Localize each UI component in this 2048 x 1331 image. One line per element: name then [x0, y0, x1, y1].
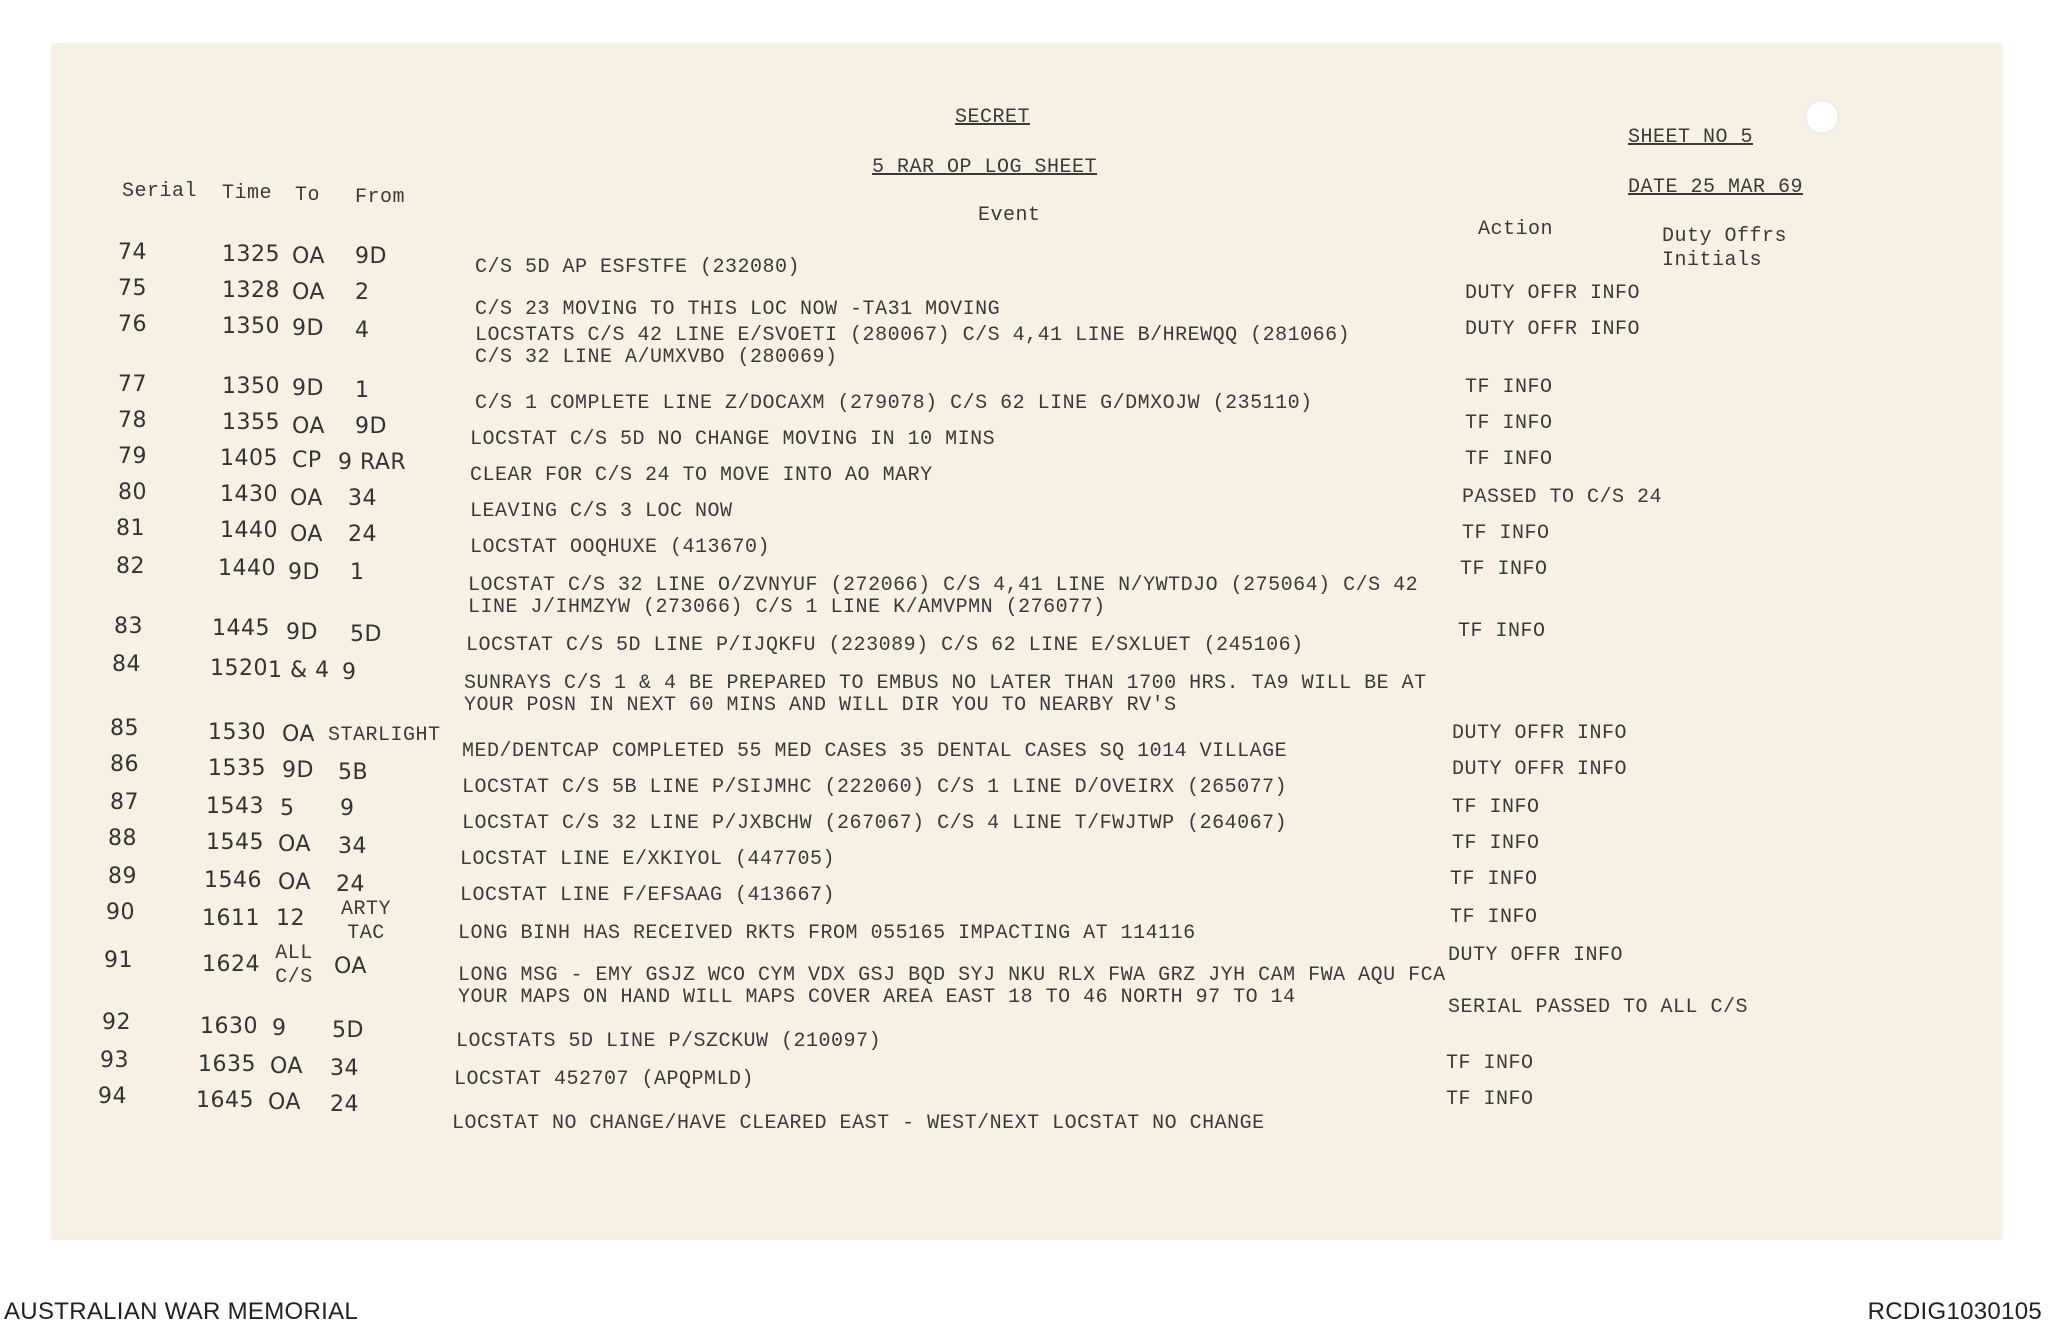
- event-line: LONG BINH HAS RECEIVED RKTS FROM 055165 IMPACTING AT 114116: [458, 922, 1196, 945]
- event-line: LOCSTAT 452707 (APQPMLD): [454, 1068, 755, 1091]
- time-cell: 1530: [208, 720, 266, 745]
- serial-cell: 78: [118, 408, 147, 433]
- to-cell: OA: [292, 414, 325, 439]
- to-cell: OA: [270, 1054, 303, 1079]
- event-line: YOUR MAPS ON HAND WILL MAPS COVER AREA EAST 18 TO 46 NORTH 97 TO 14: [458, 986, 1296, 1009]
- serial-cell: 91: [104, 948, 133, 973]
- page-title: 5 RAR OP LOG SHEET: [872, 156, 1098, 179]
- time-cell: 1325: [222, 242, 280, 267]
- serial-cell: 79: [118, 444, 147, 469]
- event-line: LOCSTATS 5D LINE P/SZCKUW (210097): [456, 1030, 882, 1053]
- time-cell: 1355: [222, 410, 280, 435]
- serial-cell: 81: [116, 516, 145, 541]
- time-cell: 1350: [222, 374, 280, 399]
- serial-cell: 75: [118, 276, 147, 301]
- from-cell: 1: [355, 378, 370, 403]
- from-cell: 24: [348, 522, 377, 547]
- archive-reference: RCDIG1030105: [1867, 1298, 2042, 1325]
- col-header-to: To: [295, 184, 321, 207]
- time-cell: 1624: [202, 952, 260, 977]
- event-line: LINE J/IHMZYW (273066) C/S 1 LINE K/AMVPMN (276077): [468, 596, 1106, 619]
- to-cell: OA: [290, 486, 323, 511]
- event-line: SUNRAYS C/S 1 & 4 BE PREPARED TO EMBUS NO LATER THAN 1700 HRS. TA9 WILL BE AT: [464, 672, 1427, 695]
- time-cell: 1440: [218, 556, 276, 581]
- to-cell: 9D: [288, 560, 320, 585]
- from-cell: 9D: [355, 414, 387, 439]
- to-cell: OA: [292, 244, 325, 269]
- to-cell: 9: [272, 1016, 287, 1041]
- serial-cell: 94: [98, 1084, 127, 1109]
- sheet-number: SHEET NO 5: [1628, 126, 1754, 149]
- from-cell: 2: [355, 280, 370, 305]
- time-cell: 1535: [208, 756, 266, 781]
- serial-cell: 88: [108, 826, 137, 851]
- to-cell: OA: [290, 522, 323, 547]
- time-cell: 1520: [210, 656, 268, 681]
- col-header-serial: Serial: [122, 180, 198, 203]
- from-cell: 1: [350, 560, 365, 585]
- time-cell: 1445: [212, 616, 270, 641]
- action-cell: DUTY OFFR INFO: [1452, 758, 1628, 781]
- col-header-duty-offrs: Duty Offrs: [1662, 225, 1788, 248]
- serial-cell: 82: [116, 554, 145, 579]
- action-cell: PASSED TO C/S 24: [1462, 486, 1663, 509]
- event-line: C/S 32 LINE A/UMXVBO (280069): [475, 346, 838, 369]
- time-cell: 1440: [220, 518, 278, 543]
- event-line: LOCSTAT C/S 32 LINE P/JXBCHW (267067) C/S 4 LINE T/FWJTWP (264067): [462, 812, 1288, 835]
- action-cell: TF INFO: [1446, 1088, 1534, 1111]
- serial-cell: 86: [110, 752, 139, 777]
- event-line: LOCSTAT C/S 5B LINE P/SIJMHC (222060) C/S 1 LINE D/OVEIRX (265077): [462, 776, 1288, 799]
- from-cell: 9D: [355, 244, 387, 269]
- time-cell: 1543: [206, 794, 264, 819]
- action-cell: TF INFO: [1450, 868, 1538, 891]
- from-cell: 5D: [332, 1018, 364, 1043]
- action-cell: TF INFO: [1465, 376, 1553, 399]
- action-cell: TF INFO: [1452, 832, 1540, 855]
- from-cell: 34: [330, 1056, 359, 1081]
- event-line: YOUR POSN IN NEXT 60 MINS AND WILL DIR YOU TO NEARBY RV'S: [464, 694, 1177, 717]
- action-cell: DUTY OFFR INFO: [1465, 282, 1641, 305]
- action-cell: DUTY OFFR INFO: [1448, 944, 1624, 967]
- to-cell: OA: [268, 1090, 301, 1115]
- event-line: C/S 23 MOVING TO THIS LOC NOW -TA31 MOVING: [475, 298, 1001, 321]
- event-line: C/S 5D AP ESFSTFE (232080): [475, 256, 801, 279]
- time-cell: 1430: [220, 482, 278, 507]
- event-line: LOCSTATS C/S 42 LINE E/SVOETI (280067) C/S 4,41 LINE B/HREWQQ (281066): [475, 324, 1351, 347]
- time-cell: 1611: [202, 906, 260, 931]
- serial-cell: 83: [114, 614, 143, 639]
- col-header-time: Time: [222, 182, 273, 205]
- time-cell: 1630: [200, 1014, 258, 1039]
- action-cell: TF INFO: [1450, 906, 1538, 929]
- event-line: LOCSTAT OOQHUXE (413670): [470, 536, 771, 559]
- event-line: LOCSTAT C/S 5D NO CHANGE MOVING IN 10 MINS: [470, 428, 996, 451]
- punch-hole: [1805, 100, 1839, 134]
- to-cell: OA: [278, 832, 311, 857]
- col-header-initials: Initials: [1662, 249, 1763, 272]
- event-line: LEAVING C/S 3 LOC NOW: [470, 500, 733, 523]
- from-cell: OA: [334, 954, 367, 979]
- serial-cell: 87: [110, 790, 139, 815]
- to-cell: 1 & 4: [268, 658, 330, 683]
- action-cell: TF INFO: [1465, 412, 1553, 435]
- serial-cell: 76: [118, 312, 147, 337]
- time-cell: 1546: [204, 868, 262, 893]
- to-cell: 12: [276, 906, 305, 931]
- from-cell: 34: [348, 486, 377, 511]
- from-cell: 34: [338, 834, 367, 859]
- to-cell: 5: [280, 796, 295, 821]
- action-cell: TF INFO: [1460, 558, 1548, 581]
- time-cell: 1635: [198, 1052, 256, 1077]
- time-cell: 1645: [196, 1088, 254, 1113]
- serial-cell: 92: [102, 1010, 131, 1035]
- action-cell: TF INFO: [1458, 620, 1546, 643]
- to-cell: 9D: [292, 316, 324, 341]
- to-cell: OA: [292, 280, 325, 305]
- to-cell: CP: [292, 448, 322, 473]
- to-cell: 9D: [286, 620, 318, 645]
- time-cell: 1328: [222, 278, 280, 303]
- serial-cell: 84: [112, 652, 141, 677]
- serial-cell: 93: [100, 1048, 129, 1073]
- event-line: MED/DENTCAP COMPLETED 55 MED CASES 35 DENTAL CASES SQ 1014 VILLAGE: [462, 740, 1288, 763]
- action-cell: DUTY OFFR INFO: [1452, 722, 1628, 745]
- to-cell: OA: [278, 870, 311, 895]
- action-cell: DUTY OFFR INFO: [1465, 318, 1641, 341]
- from-cell: 24: [336, 872, 365, 897]
- from-cell: 4: [355, 318, 370, 343]
- from-cell: 9: [340, 796, 355, 821]
- event-line: CLEAR FOR C/S 24 TO MOVE INTO AO MARY: [470, 464, 933, 487]
- from-cell: STARLIGHT: [328, 724, 441, 747]
- time-cell: 1405: [220, 446, 278, 471]
- event-line: LOCSTAT C/S 32 LINE O/ZVNYUF (272066) C/S 4,41 LINE N/YWTDJO (275064) C/S 42: [468, 574, 1419, 597]
- serial-cell: 89: [108, 864, 137, 889]
- from-cell: ARTY TAC: [340, 898, 391, 945]
- event-line: LOCSTAT C/S 5D LINE P/IJQKFU (223089) C/S 62 LINE E/SXLUET (245106): [466, 634, 1304, 657]
- col-header-action: Action: [1478, 218, 1554, 241]
- from-cell: 5B: [338, 760, 369, 785]
- event-line: C/S 1 COMPLETE LINE Z/DOCAXM (279078) C/S 62 LINE G/DMXOJW (235110): [475, 392, 1313, 415]
- event-line: LOCSTAT NO CHANGE/HAVE CLEARED EAST - WEST/NEXT LOCSTAT NO CHANGE: [452, 1112, 1265, 1135]
- action-cell: TF INFO: [1446, 1052, 1534, 1075]
- serial-cell: 77: [118, 372, 147, 397]
- col-header-from: From: [355, 186, 406, 209]
- time-cell: 1545: [206, 830, 264, 855]
- serial-cell: 85: [110, 716, 139, 741]
- action-cell: SERIAL PASSED TO ALL C/S: [1448, 996, 1749, 1019]
- from-cell: 9: [342, 660, 357, 685]
- to-cell: OA: [282, 722, 315, 747]
- serial-cell: 80: [118, 480, 147, 505]
- event-line: LOCSTAT LINE E/XKIYOL (447705): [460, 848, 836, 871]
- event-line: LONG MSG - EMY GSJZ WCO CYM VDX GSJ BQD SYJ NKU RLX FWA GRZ JYH CAM FWA AQU FCA: [458, 964, 1446, 987]
- action-cell: TF INFO: [1452, 796, 1540, 819]
- from-cell: 9 RAR: [338, 450, 407, 475]
- to-cell: 9D: [282, 758, 314, 783]
- time-cell: 1350: [222, 314, 280, 339]
- action-cell: TF INFO: [1462, 522, 1550, 545]
- action-cell: TF INFO: [1465, 448, 1553, 471]
- serial-cell: 90: [106, 900, 135, 925]
- col-header-event: Event: [978, 204, 1041, 227]
- from-cell: 5D: [350, 622, 382, 647]
- from-cell: 24: [330, 1092, 359, 1117]
- classification-heading: SECRET: [955, 106, 1031, 129]
- event-line: LOCSTAT LINE F/EFSAAG (413667): [460, 884, 836, 907]
- serial-cell: 74: [118, 240, 147, 265]
- archive-credit: AUSTRALIAN WAR MEMORIAL: [4, 1298, 359, 1325]
- sheet-date: DATE 25 MAR 69: [1628, 176, 1804, 199]
- to-cell: 9D: [292, 376, 324, 401]
- to-cell: ALL C/S: [275, 942, 313, 989]
